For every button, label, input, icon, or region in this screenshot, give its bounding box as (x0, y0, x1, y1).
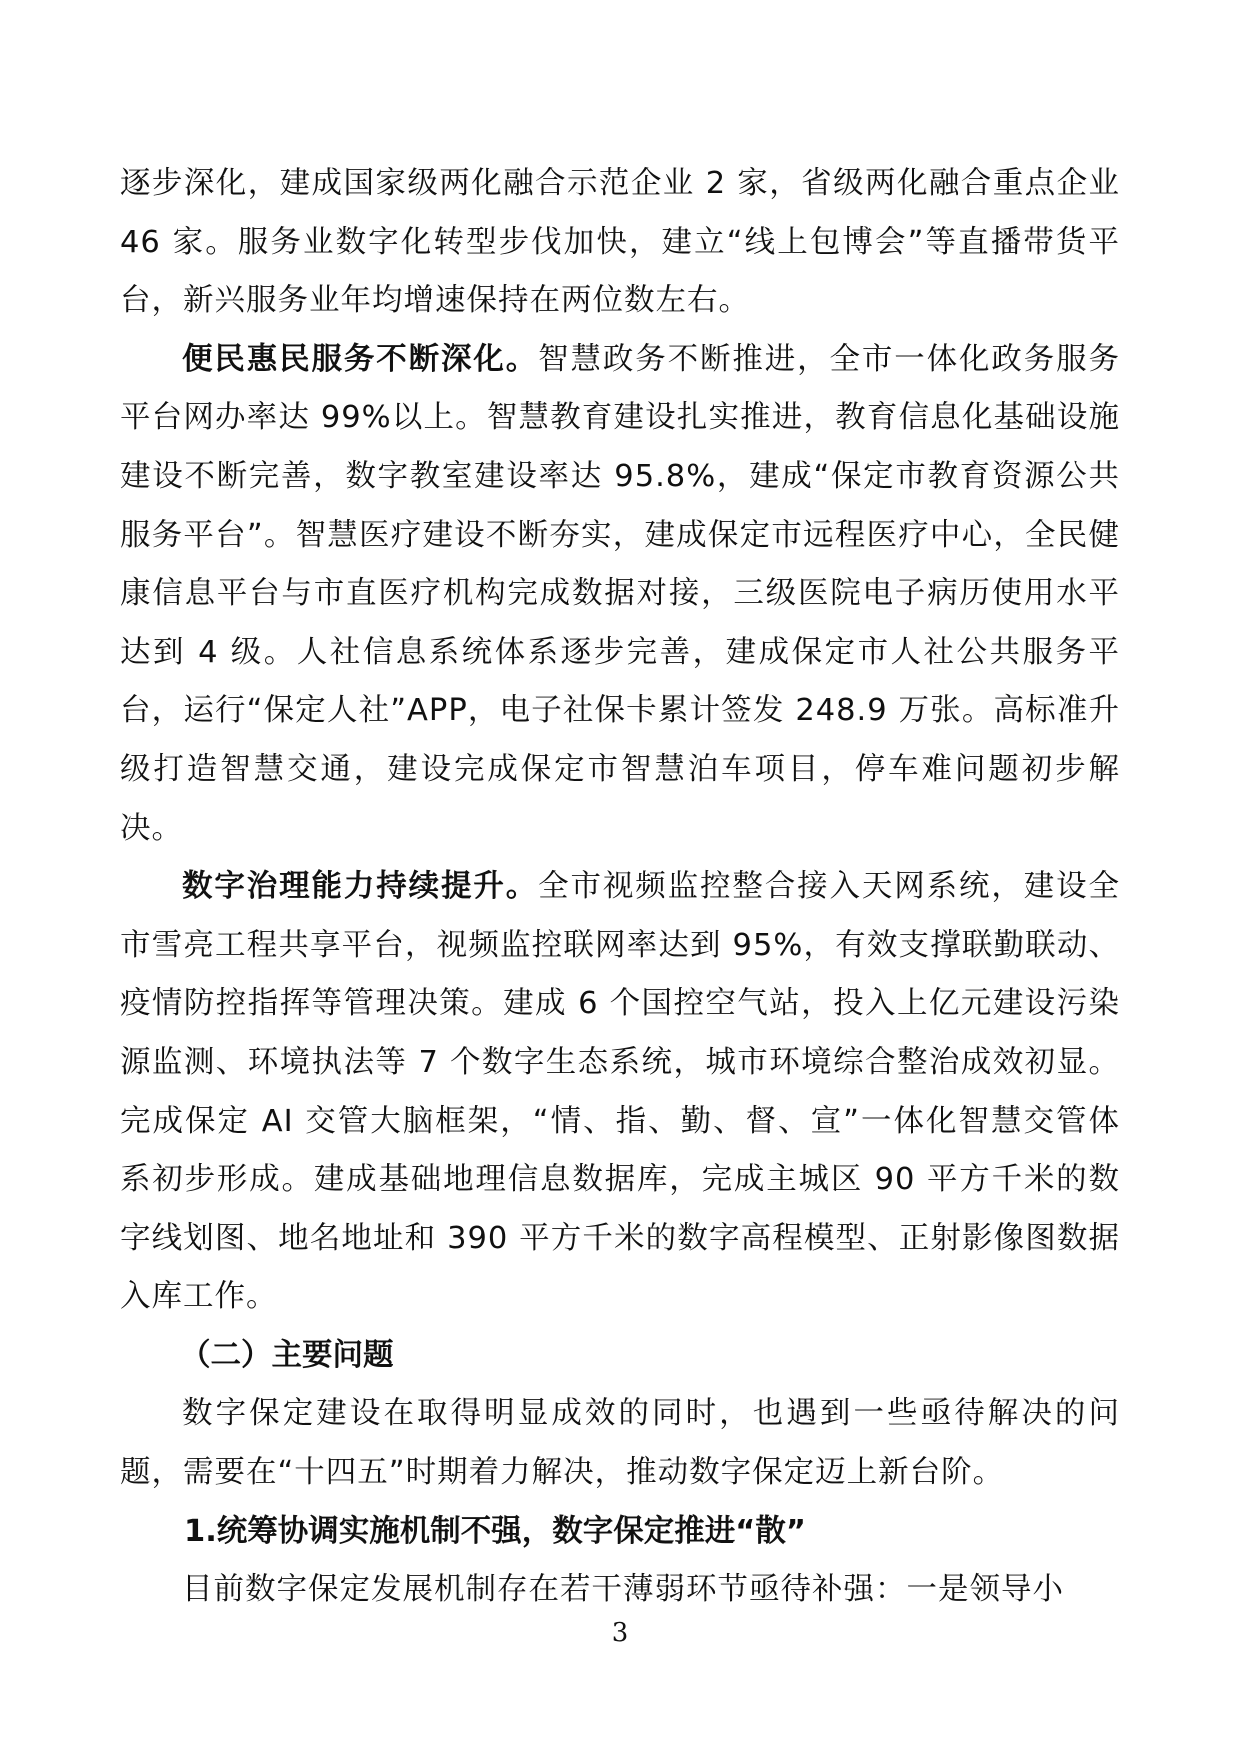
paragraph-lead: 便民惠民服务不断深化。 (182, 341, 539, 377)
page-content (120, 155, 1120, 1620)
paragraph-subsection-text (120, 1561, 1120, 1620)
paragraph-text: 目前数字保定发展机制存在若干薄弱环节亟待补强：一是领导小 (182, 1572, 1064, 1608)
paragraph-continued (120, 155, 1120, 331)
paragraph-text: 全市视频监控整合接入天网系统，建设全市雪亮工程共享平台，视频监控联网率达到 95%，有效支撑联勤联动、疫情防控指挥等管理决策。建成 6 个国控空气站，投入上亿元建设污染源监测、环境执法等 7 个数字生态系统，城市环境综合整治成效初显。完成保定 AI 交管大脑框架，“情、指、勤、督、宣”一体化智慧交管体系初步形成。建成基础地理信息数据库，完成主城区 90 平方千米的数字线划图、地名地址和 390 平方千米的数字高程模型、正射影像图数据入库工作。 (120, 869, 1120, 1315)
paragraph-lead: 数字治理能力持续提升。 (182, 869, 539, 905)
page-number: 3 (611, 1618, 629, 1648)
paragraph-text: 智慧政务不断推进，全市一体化政务服务平台网办率达 99%以上。智慧教育建设扎实推进，教育信息化基础设施建设不断完善，数字教室建设率达 95.8%，建成“保定市教育资源公共服务平台”。智慧医疗建设不断夯实，建成保定市远程医疗中心，全民健康信息平台与市直医疗机构完成数据对接，三级医院电子病历使用水平达到 4 级。人社信息系统体系逐步完善，建成保定市人社公共服务平台，运行“保定人社”APP，电子社保卡累计签发 248.9 万张。高标准升级打造智慧交通，建设完成保定市智慧泊车项目，停车难问题初步解决。 (120, 341, 1120, 846)
paragraph-text: 逐步深化，建成国家级两化融合示范企业 2 家，省级两化融合重点企业 46 家。服务业数字化转型步伐加快，建立“线上包博会”等直播带货平台，新兴服务业年均增速保持在两位数左右。 (120, 166, 1120, 319)
paragraph-convenience-services (120, 331, 1120, 858)
paragraph-text: 数字保定建设在取得明显成效的同时，也遇到一些亟待解决的问题，需要在“十四五”时期着力解决，推动数字保定迈上新台阶。 (120, 1396, 1120, 1491)
subsection-heading: 1.统筹协调实施机制不强，数字保定推进“散” (184, 1513, 806, 1549)
paragraph-section-intro (120, 1385, 1120, 1502)
section-heading: （二）主要问题 (180, 1337, 394, 1373)
paragraph-digital-governance (120, 858, 1120, 1327)
